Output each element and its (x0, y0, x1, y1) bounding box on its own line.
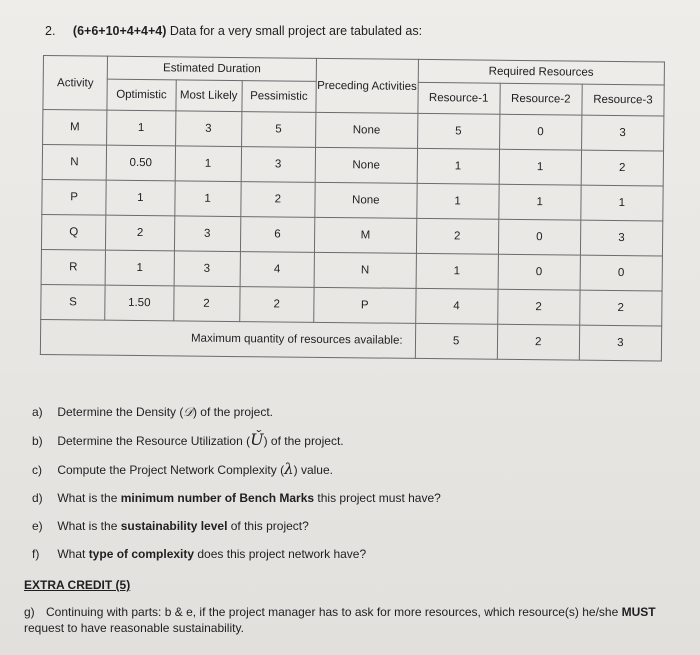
resource2-header: Resource-2 (500, 83, 582, 115)
resource3-cell: 2 (581, 150, 664, 186)
part-f (32, 540, 441, 568)
activity-cell: N (42, 145, 107, 181)
part-g-bold: MUST (621, 605, 656, 619)
part-g-label: g) (24, 605, 35, 619)
question-points: (6+6+10+4+4+4) (72, 24, 167, 38)
complexity-symbol: λ (284, 460, 294, 478)
density-symbol: 𝒟 (183, 405, 193, 419)
max-resource2: 2 (497, 324, 579, 360)
resource3-cell: 1 (581, 185, 664, 221)
pessimistic-header: Pessimistic (241, 81, 316, 113)
part-e-text: What is the (57, 519, 121, 533)
resource2-cell: 0 (498, 254, 580, 290)
resource1-cell: 1 (416, 183, 498, 219)
optimistic-cell: 1 (105, 250, 174, 286)
resource3-cell: 0 (580, 255, 663, 291)
part-c-text-end: ) value. (293, 463, 333, 477)
preceding-cell: None (316, 112, 418, 148)
most-likely-cell: 2 (173, 286, 239, 322)
resource2-cell: 0 (499, 114, 581, 150)
question-parts (32, 398, 441, 568)
part-g-text-end: request to have reasonable sustainability. (24, 621, 244, 635)
resource3-cell: 3 (580, 220, 663, 256)
pessimistic-cell: 3 (241, 147, 316, 183)
part-f-text-end: does this project network have? (194, 547, 367, 561)
question-header (45, 24, 422, 38)
preceding-cell: None (315, 147, 417, 183)
question-prompt: Data for a very small project are tabulated as: (169, 24, 423, 38)
resource1-cell: 5 (417, 113, 499, 149)
part-c-label: c) (32, 463, 42, 477)
pessimistic-cell: 2 (239, 287, 314, 323)
part-f-bold: type of complexity (88, 547, 195, 561)
optimistic-header: Optimistic (107, 79, 176, 111)
preceding-cell: M (314, 217, 416, 253)
project-data-table (40, 55, 665, 361)
preceding-cell: P (314, 287, 416, 323)
resource3-cell: 3 (581, 115, 664, 151)
max-resource3: 3 (579, 325, 662, 361)
optimistic-cell: 1.50 (105, 285, 174, 321)
most-likely-cell: 3 (174, 216, 240, 252)
part-c (32, 455, 441, 484)
part-a-text-end: ) of the project. (192, 405, 274, 419)
part-a-label: a) (32, 405, 43, 419)
pessimistic-cell: 4 (240, 252, 315, 288)
part-d-bold: minimum number of Bench Marks (120, 491, 315, 505)
resource1-header: Resource-1 (417, 82, 499, 114)
most-likely-cell: 1 (174, 181, 240, 217)
pessimistic-cell: 6 (240, 217, 315, 253)
part-b-text-end: ) of the project. (263, 434, 344, 448)
resource1-cell: 2 (416, 218, 498, 254)
activity-cell: Q (41, 214, 106, 250)
most-likely-cell: 3 (174, 251, 240, 287)
part-d-text: What is the (57, 491, 121, 505)
part-a-text: Determine the Density ( (57, 405, 184, 419)
max-resources-row (40, 319, 661, 361)
resource3-cell: 2 (579, 290, 662, 326)
part-b-label: b) (32, 434, 43, 448)
pessimistic-cell: 2 (240, 182, 315, 218)
preceding-header: Preceding Activities (316, 58, 418, 113)
extra-credit-title: EXTRA CREDIT (5) (24, 578, 131, 592)
activity-cell: M (43, 110, 108, 146)
resource2-cell: 2 (497, 289, 579, 325)
most-likely-header: Most Likely (176, 80, 242, 112)
activity-header: Activity (43, 56, 108, 111)
optimistic-cell: 1 (107, 110, 176, 146)
optimistic-cell: 2 (106, 215, 175, 251)
question-number: 2. (45, 24, 56, 38)
part-g (24, 604, 674, 636)
resource2-cell: 1 (498, 184, 580, 220)
required-resources-header: Required Resources (418, 59, 665, 85)
resource1-cell: 4 (415, 288, 497, 324)
part-e-text-end: of this project? (227, 519, 309, 533)
part-c-text: Compute the Project Network Complexity ( (57, 463, 285, 477)
part-d-text-end: this project must have? (314, 491, 441, 505)
max-resources-label: Maximum quantity of resources available: (40, 319, 415, 358)
part-d (32, 484, 441, 512)
activity-cell: R (41, 249, 106, 285)
activity-cell: S (41, 284, 106, 320)
part-e-label: e) (32, 519, 43, 533)
part-d-label: d) (32, 491, 43, 505)
resource3-header: Resource-3 (582, 84, 665, 116)
resource2-cell: 1 (499, 149, 581, 185)
part-e-bold: sustainability level (120, 519, 228, 533)
resource1-cell: 1 (417, 148, 499, 184)
activity-cell: P (42, 179, 107, 215)
part-g-text: Continuing with parts: b & e, if the project manager has to ask for more resources, which resource(s) he/she (46, 605, 622, 619)
utilization-symbol: Ǔ (250, 430, 264, 449)
estimated-duration-header: Estimated Duration (107, 56, 316, 81)
resource2-cell: 0 (498, 219, 580, 255)
preceding-cell: None (315, 182, 417, 218)
most-likely-cell: 3 (175, 111, 241, 147)
part-f-label: f) (32, 547, 40, 561)
part-e (32, 512, 441, 540)
part-f-text: What (57, 547, 89, 561)
max-resource1: 5 (415, 323, 497, 359)
resource1-cell: 1 (416, 253, 498, 289)
part-a (32, 398, 441, 426)
part-b (32, 426, 441, 455)
optimistic-cell: 0.50 (106, 145, 175, 181)
part-b-text: Determine the Resource Utilization ( (57, 434, 251, 448)
preceding-cell: N (314, 252, 416, 288)
optimistic-cell: 1 (106, 180, 175, 216)
pessimistic-cell: 5 (241, 112, 316, 148)
most-likely-cell: 1 (175, 146, 241, 182)
